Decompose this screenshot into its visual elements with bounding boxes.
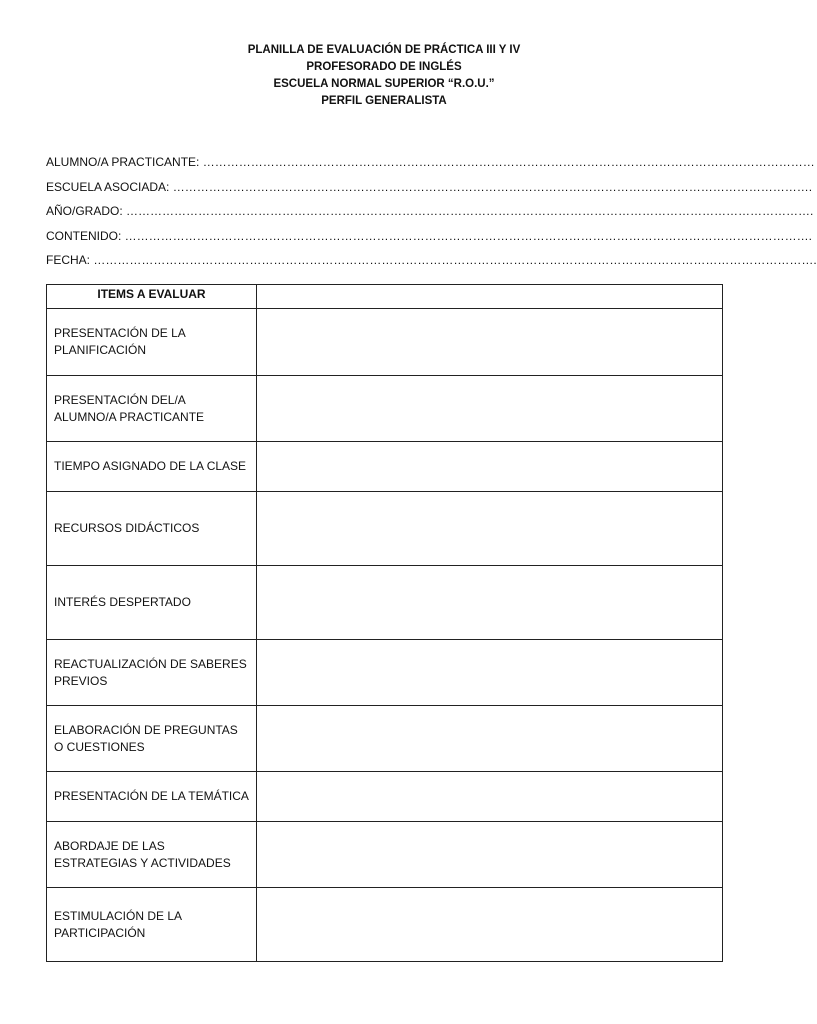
evaluation-cell[interactable] [257, 772, 723, 822]
item-cell: PRESENTACIÓN DE LA PLANIFICACIÓN [47, 309, 257, 376]
evaluation-cell[interactable] [257, 706, 723, 772]
item-cell: PRESENTACIÓN DE LA TEMÁTICA [47, 772, 257, 822]
header-title: PLANILLA DE EVALUACIÓN DE PRÁCTICA III Y IV [247, 44, 521, 56]
evaluation-cell[interactable] [257, 566, 723, 640]
field-student: ALUMNO/A PRACTICANTE: ……………………………………………………………………………………………………………………………………… [46, 155, 815, 169]
item-cell: ESTIMULACIÓN DE LA PARTICIPACIÓN [47, 888, 257, 962]
table-row [47, 492, 723, 566]
field-date: FECHA: ………………………………………………………………………………………………………………………………………………………………. [46, 253, 817, 267]
evaluation-table [46, 284, 723, 962]
table-row [47, 822, 723, 888]
table-row [47, 640, 723, 706]
evaluation-cell[interactable] [257, 640, 723, 706]
field-school: ESCUELA ASOCIADA: ……………………………………………………………………………………………………………………………………………. [46, 179, 813, 194]
evaluation-cell[interactable] [257, 442, 723, 492]
table-row [47, 772, 723, 822]
evaluation-cell[interactable] [257, 376, 723, 442]
items-header: ITEMS A EVALUAR [47, 285, 257, 309]
table-row [47, 309, 723, 376]
table-row [47, 706, 723, 772]
item-cell: TIEMPO ASIGNADO DE LA CLASE [47, 442, 257, 492]
evaluation-cell[interactable] [257, 492, 723, 566]
field-grade: AÑO/GRADO: ………………………………………………………………………………………………………………………………………………………. [46, 204, 814, 218]
document-header [0, 42, 768, 110]
item-cell: REACTUALIZACIÓN DE SABERES PREVIOS [47, 640, 257, 706]
table-row [47, 566, 723, 640]
item-cell: ABORDAJE DE LAS ESTRATEGIAS Y ACTIVIDADES [47, 822, 257, 888]
item-cell: RECURSOS DIDÁCTICOS [47, 492, 257, 566]
table-row [47, 888, 723, 962]
evaluation-cell[interactable] [257, 822, 723, 888]
evaluation-header [257, 285, 723, 309]
form-fields [46, 150, 817, 273]
item-cell: INTERÉS DESPERTADO [47, 566, 257, 640]
header-program: PROFESORADO DE INGLÉS [306, 61, 462, 73]
table-header-row [47, 285, 723, 309]
field-content: CONTENIDO: ………………………………………………………………………………………………………………………………………………………. [46, 228, 813, 243]
evaluation-cell[interactable] [257, 888, 723, 962]
table-row [47, 442, 723, 492]
item-cell: ELABORACIÓN DE PREGUNTAS O CUESTIONES [47, 706, 257, 772]
header-school: ESCUELA NORMAL SUPERIOR “R.O.U.” [273, 78, 495, 90]
evaluation-cell[interactable] [257, 309, 723, 376]
table-row [47, 376, 723, 442]
item-cell: PRESENTACIÓN DEL/A ALUMNO/A PRACTICANTE [47, 376, 257, 442]
header-profile: PERFIL GENERALISTA [321, 95, 447, 107]
